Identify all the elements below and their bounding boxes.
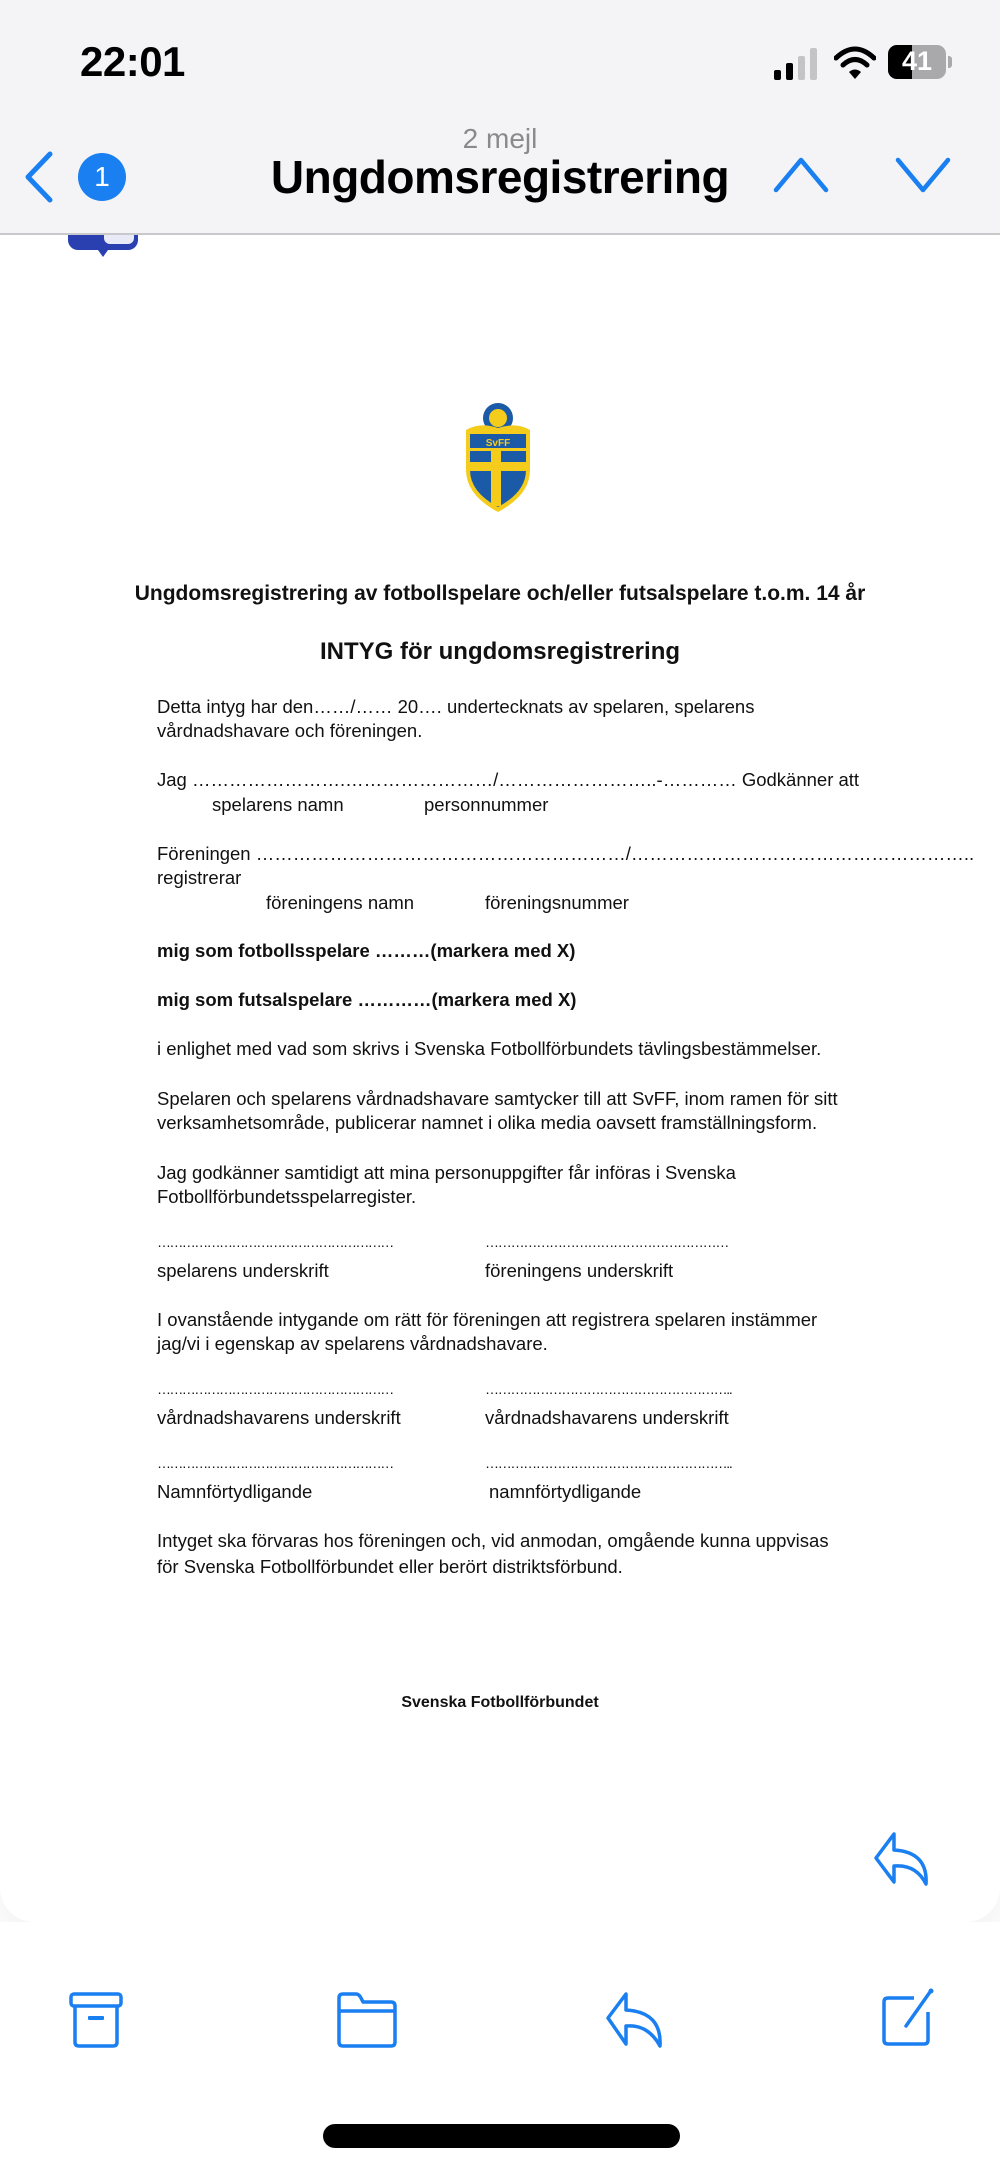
storage-line-1: Intyget ska förvaras hos föreningen och, vid anmodan, omgående kunna uppvisas [157,1530,829,1551]
email-subject-title: Ungdomsregistrering [270,151,730,203]
mail-nav-header [0,0,1000,235]
guardian-dots-2: ………………………………………………….. [485,1381,732,1397]
label-club-number: föreningsnummer [485,892,629,913]
intro-line-2: vårdnadshavare och föreningen. [157,720,423,741]
reply-button[interactable] [604,1990,668,2050]
label-player-name: spelarens namn [212,794,344,815]
compose-button[interactable] [880,1988,936,2048]
status-time: 22:01 [80,38,185,85]
cellular-signal-icon [774,48,820,80]
club-line-registers: registrerar [157,867,242,888]
wifi-icon [834,46,876,80]
label-name-clarification-2: namnförtydligande [489,1481,642,1502]
name-dots-2: ………………………………………………….. [485,1455,732,1471]
battery-icon [888,45,954,79]
label-club-name: föreningens namn [266,892,415,913]
next-message-button[interactable] [894,155,952,195]
storage-line-2: för Svenska Fotbollförbundet eller berört distriktsförbund. [157,1556,623,1577]
message-count: 2 mejl [462,123,538,154]
folder-icon [336,1992,398,2048]
home-indicator[interactable] [323,2124,680,2148]
reply-icon [872,1830,936,1890]
checkbox-football: mig som fotbollsspelare ………(markera med X) [157,940,576,961]
previous-message-button[interactable] [772,155,830,195]
reply-icon [604,1990,668,2050]
signature-dots-club: ………………………………………………… [485,1234,729,1250]
label-guardian-signature-1: vårdnadshavarens underskrift [157,1407,401,1428]
club-line: Föreningen ……………………………………………………/……………………………………………….. [157,843,975,864]
guardian-line-2: jag/vi i egenskap av spelarens vårdnadshavare. [157,1333,548,1354]
compliance-text: i enlighet med vad som skrivs i Svenska Fotbollförbundets tävlingsbestämmelser. [157,1038,822,1059]
svff-logo-text: SvFF [485,438,511,449]
checkbox-futsal: mig som futsalspelare …………(markera med X) [157,989,577,1010]
document-title: INTYG för ungdomsregistrering [319,638,681,665]
unread-badge[interactable]: 1 [78,153,126,201]
svff-logo [460,400,536,514]
chevron-up-icon [772,155,830,195]
consent-line-1: Spelaren och spelarens vårdnadshavare samtycker till att SvFF, inom ramen för sitt [157,1088,838,1109]
guardian-line-1: I ovanstående intygande om rätt för föreningen att registrera spelaren instämmer [157,1309,818,1330]
consent-line-2: verksamhetsområde, publicerar namnet i olika media oavsett framställningsform. [157,1112,818,1133]
guardian-dots-1: ………………………………………………… [157,1381,393,1397]
label-personal-number: personnummer [424,794,549,815]
move-to-folder-button[interactable] [336,1992,398,2048]
signature-dots-player: ………………………………………………… [157,1234,393,1250]
document-heading: Ungdomsregistrering av fotbollspelare och/eller futsalspelare t.o.m. 14 år [134,582,866,605]
gdpr-line-1: Jag godkänner samtidigt att mina personuppgifter får införas i Svenska [157,1162,736,1183]
gdpr-line-2: Fotbollförbundetsspelarregister. [157,1186,417,1207]
label-club-signature: föreningens underskrift [485,1260,674,1281]
intro-line-1: Detta intyg har den……/…… 20…. undertecknats av spelaren, spelarens [157,696,755,717]
compose-icon [880,1988,936,2048]
player-name-line: Jag …………………….……………………/……………………..-………… Godkänner att [157,769,860,790]
document-footer: Svenska Fotbollförbundet [401,1694,599,1711]
label-player-signature: spelarens underskrift [157,1260,329,1281]
archive-icon [68,1992,124,2048]
card-reply-button[interactable] [872,1830,936,1890]
label-guardian-signature-2: vårdnadshavarens underskrift [485,1407,729,1428]
battery-level: 41 [901,46,933,76]
archive-button[interactable] [68,1992,124,2048]
name-dots-1: ………………………………………………… [157,1455,393,1471]
chevron-down-icon [894,155,952,195]
label-name-clarification-1: Namnförtydligande [157,1481,313,1502]
